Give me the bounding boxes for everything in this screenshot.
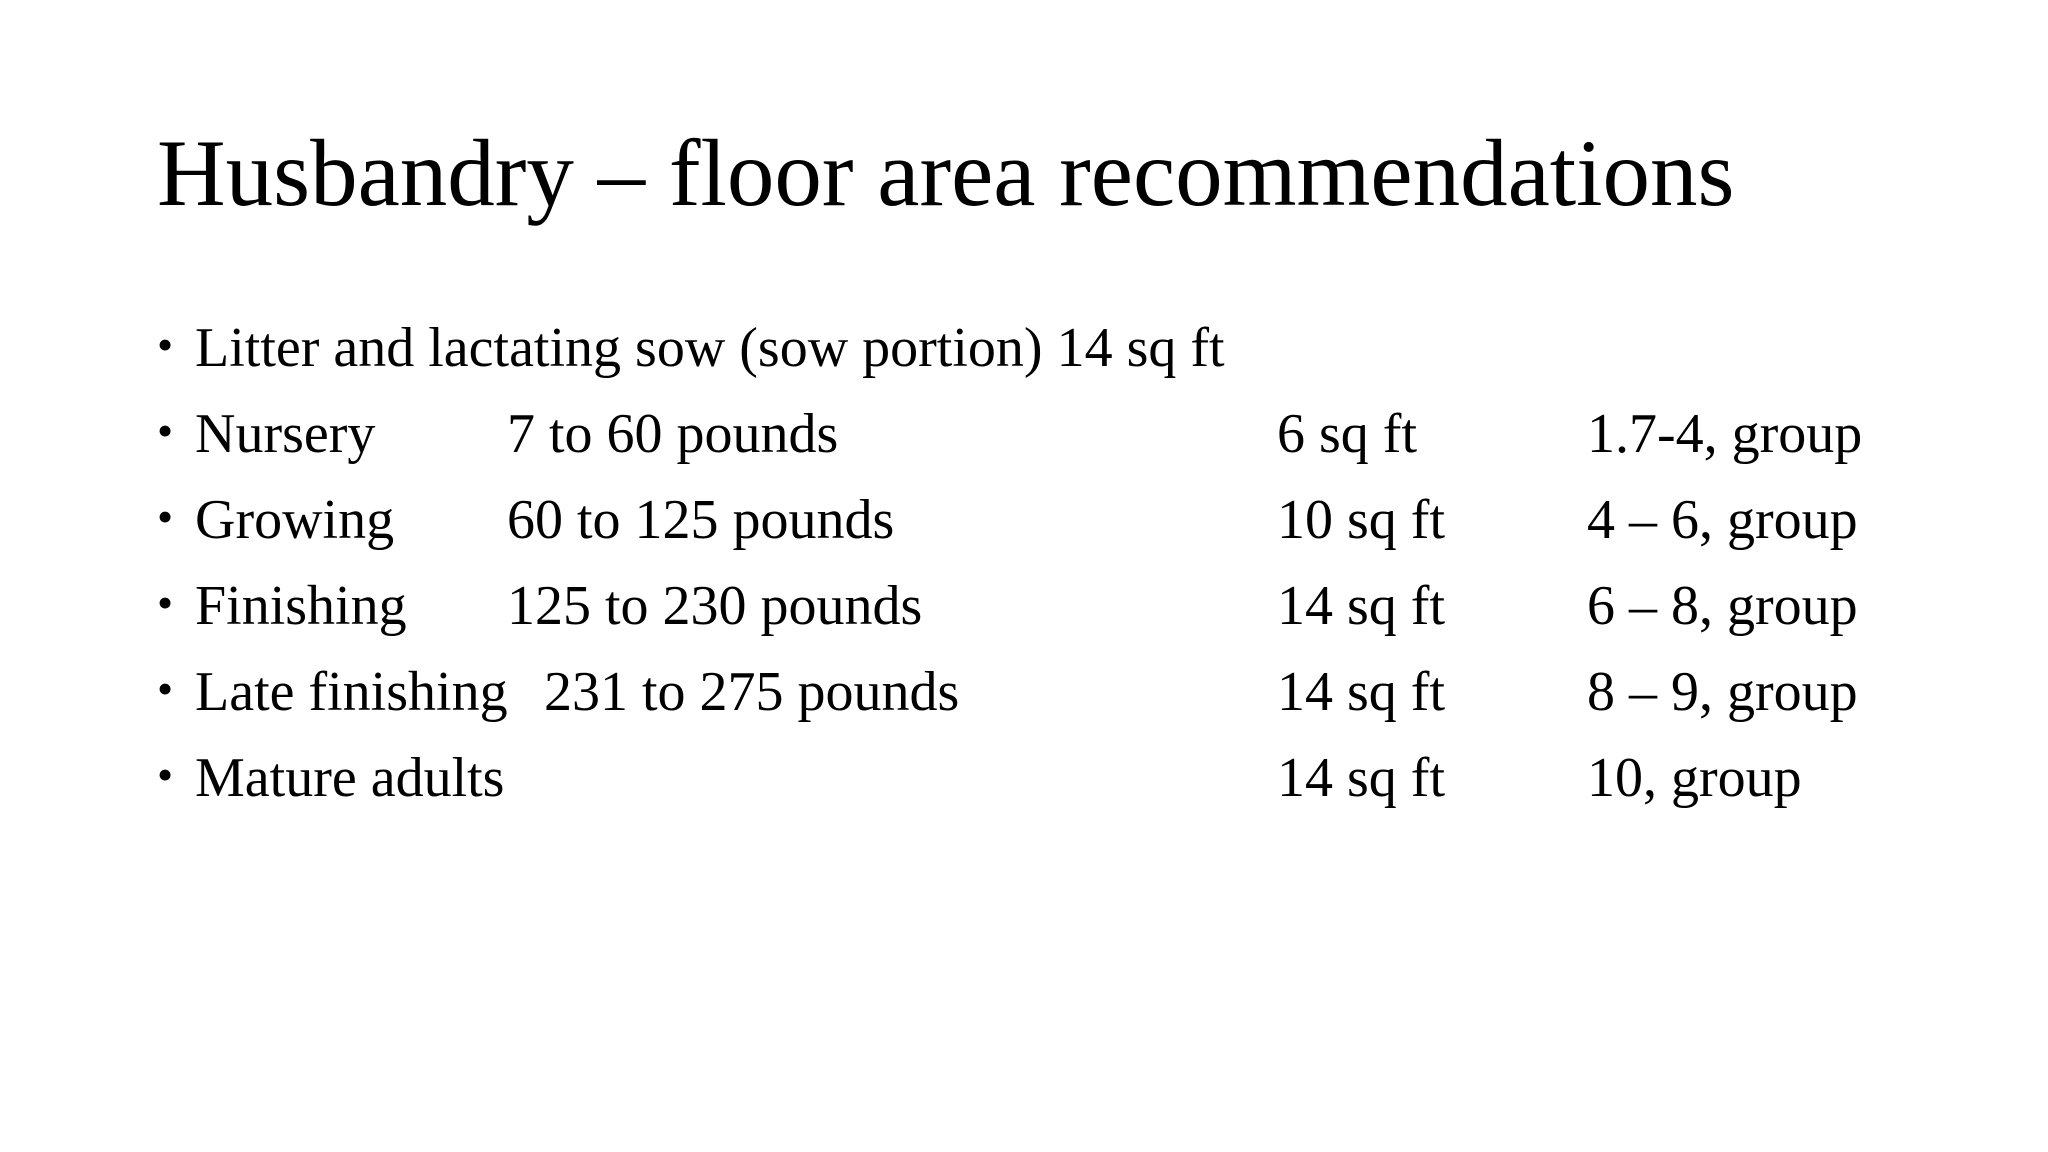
row-label: Mature adults bbox=[195, 747, 505, 809]
row-label: Nursery bbox=[195, 403, 376, 465]
row-group: 1.7-4, group bbox=[1587, 403, 1863, 465]
row-weight: 231 to 275 pounds bbox=[544, 661, 960, 723]
row-label: Finishing bbox=[195, 575, 407, 637]
row-area: 14 sq ft bbox=[1277, 575, 1445, 637]
bullet-icon: • bbox=[157, 749, 174, 800]
bullet-icon: • bbox=[157, 491, 174, 542]
row-weight: 60 to 125 pounds bbox=[507, 489, 895, 551]
row-group: 4 – 6, group bbox=[1587, 489, 1858, 551]
row-weight: 7 to 60 pounds bbox=[507, 403, 839, 465]
row-area: 6 sq ft bbox=[1277, 403, 1417, 465]
bullet-icon: • bbox=[157, 577, 174, 628]
list-item bbox=[157, 398, 2017, 484]
bullet-list bbox=[157, 312, 2017, 828]
row-label: Growing bbox=[195, 489, 395, 551]
list-item bbox=[157, 312, 2017, 398]
list-item bbox=[157, 742, 2017, 828]
row-weight: 125 to 230 pounds bbox=[507, 575, 923, 637]
row-text: Litter and lactating sow (sow portion) 14 sq ft bbox=[195, 317, 1225, 379]
list-item bbox=[157, 484, 2017, 570]
slide-title: Husbandry – floor area recommendations bbox=[157, 120, 1735, 226]
row-area: 14 sq ft bbox=[1277, 661, 1445, 723]
row-group: 10, group bbox=[1587, 747, 1802, 809]
list-item bbox=[157, 656, 2017, 742]
list-item bbox=[157, 570, 2017, 656]
row-label: Late finishing bbox=[195, 661, 508, 723]
bullet-icon: • bbox=[157, 405, 174, 456]
row-group: 8 – 9, group bbox=[1587, 661, 1858, 723]
row-group: 6 – 8, group bbox=[1587, 575, 1858, 637]
row-area: 14 sq ft bbox=[1277, 747, 1445, 809]
row-area: 10 sq ft bbox=[1277, 489, 1445, 551]
bullet-icon: • bbox=[157, 663, 174, 714]
bullet-icon: • bbox=[157, 319, 174, 370]
